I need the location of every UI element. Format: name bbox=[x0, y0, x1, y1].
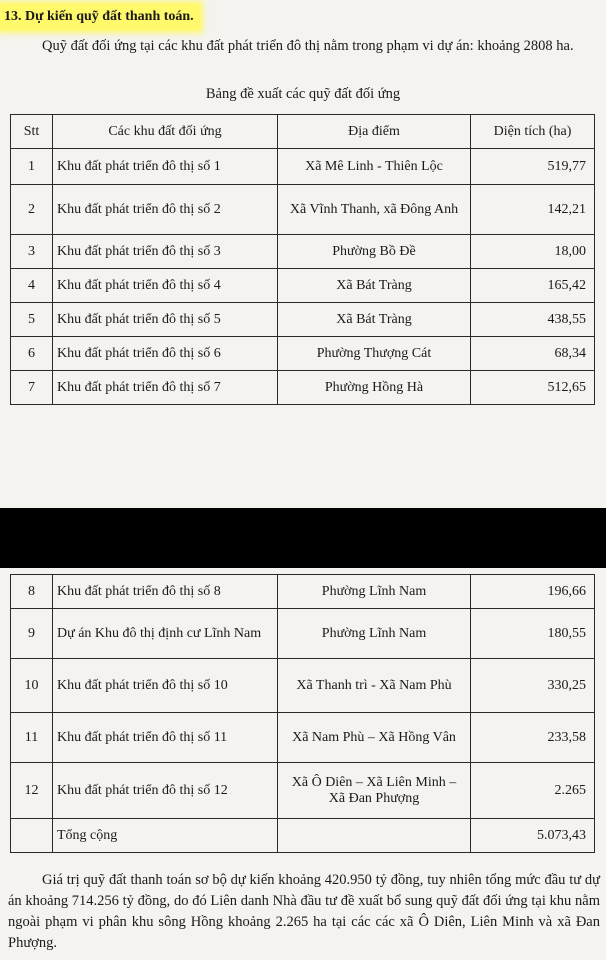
row-name: Khu đất phát triển đô thị số 3 bbox=[53, 235, 278, 269]
total-value: 5.073,43 bbox=[471, 819, 595, 853]
table-row bbox=[11, 763, 595, 819]
table-row bbox=[11, 235, 595, 269]
row-name: Khu đất phát triển đô thị số 6 bbox=[53, 337, 278, 371]
row-location: Phường Hồng Hà bbox=[278, 371, 471, 405]
row-stt: 8 bbox=[11, 575, 53, 609]
row-name: Khu đất phát triển đô thị số 10 bbox=[53, 659, 278, 713]
page-separator bbox=[0, 508, 606, 568]
row-name: Khu đất phát triển đô thị số 1 bbox=[53, 149, 278, 185]
section-heading: 13. Dự kiến quỹ đất thanh toán. bbox=[0, 4, 200, 30]
row-area: 519,77 bbox=[471, 149, 595, 185]
row-location: Xã Ô Diên – Xã Liên Minh – Xã Đan Phượng bbox=[278, 763, 471, 819]
header-location: Địa điểm bbox=[278, 115, 471, 149]
row-area: 2.265 bbox=[471, 763, 595, 819]
table-row bbox=[11, 713, 595, 763]
table-header-row bbox=[11, 115, 595, 149]
outro-paragraph: Giá trị quỹ đất thanh toán sơ bộ dự kiến khoảng 420.950 tỷ đồng, tuy nhiên tổng mức đầu tư dự án khoảng 714.256 tỷ đồng, do đó Liên danh Nhà đầu tư đề xuất bổ sung quỹ đất đối ứng tại khu nằm ngoài phạm vi phân khu sông Hồng khoảng 2.265 ha tại các các xã Ô Diên, Liên Minh và xã Đan Phượng. bbox=[8, 872, 600, 951]
row-name: Dự án Khu đô thị định cư Lĩnh Nam bbox=[53, 609, 278, 659]
table-row bbox=[11, 575, 595, 609]
table-row bbox=[11, 269, 595, 303]
document-page-1 bbox=[0, 0, 606, 432]
row-name: Khu đất phát triển đô thị số 7 bbox=[53, 371, 278, 405]
row-stt: 6 bbox=[11, 337, 53, 371]
header-area: Diện tích (ha) bbox=[471, 115, 595, 149]
row-area: 438,55 bbox=[471, 303, 595, 337]
row-stt: 1 bbox=[11, 149, 53, 185]
row-area: 180,55 bbox=[471, 609, 595, 659]
table-row bbox=[11, 659, 595, 713]
row-area: 512,65 bbox=[471, 371, 595, 405]
row-location: Phường Bồ Đề bbox=[278, 235, 471, 269]
row-area: 165,42 bbox=[471, 269, 595, 303]
table-row bbox=[11, 149, 595, 185]
table-caption: Bảng đề xuất các quỹ đất đối ứng bbox=[205, 86, 401, 102]
row-stt: 10 bbox=[11, 659, 53, 713]
document-page-2 bbox=[0, 568, 606, 960]
row-name: Khu đất phát triển đô thị số 2 bbox=[53, 185, 278, 235]
row-area: 68,34 bbox=[471, 337, 595, 371]
row-name: Khu đất phát triển đô thị số 5 bbox=[53, 303, 278, 337]
row-stt: 3 bbox=[11, 235, 53, 269]
row-area: 196,66 bbox=[471, 575, 595, 609]
row-stt: 4 bbox=[11, 269, 53, 303]
table-row bbox=[11, 303, 595, 337]
row-location: Xã Mê Linh - Thiên Lộc bbox=[278, 149, 471, 185]
table-row bbox=[11, 337, 595, 371]
table-row bbox=[11, 609, 595, 659]
row-name: Khu đất phát triển đô thị số 12 bbox=[53, 763, 278, 819]
row-area: 233,58 bbox=[471, 713, 595, 763]
land-table-part-1 bbox=[10, 114, 595, 405]
row-location: Phường Thượng Cát bbox=[278, 337, 471, 371]
row-stt: 7 bbox=[11, 371, 53, 405]
row-location: Xã Vĩnh Thanh, xã Đông Anh bbox=[278, 185, 471, 235]
row-area: 142,21 bbox=[471, 185, 595, 235]
row-location: Phường Lĩnh Nam bbox=[278, 575, 471, 609]
land-table-part-2 bbox=[10, 574, 595, 853]
table-row bbox=[11, 371, 595, 405]
row-location: Xã Thanh trì - Xã Nam Phù bbox=[278, 659, 471, 713]
row-location: Xã Bát Tràng bbox=[278, 303, 471, 337]
row-stt: 12 bbox=[11, 763, 53, 819]
row-name: Khu đất phát triển đô thị số 11 bbox=[53, 713, 278, 763]
row-stt: 11 bbox=[11, 713, 53, 763]
row-name: Khu đất phát triển đô thị số 4 bbox=[53, 269, 278, 303]
row-location: Xã Bát Tràng bbox=[278, 269, 471, 303]
header-stt: Stt bbox=[11, 115, 53, 149]
header-name: Các khu đất đối ứng bbox=[53, 115, 278, 149]
total-label: Tổng cộng bbox=[53, 819, 278, 853]
row-location: Phường Lĩnh Nam bbox=[278, 609, 471, 659]
row-stt: 2 bbox=[11, 185, 53, 235]
total-row bbox=[11, 819, 595, 853]
row-location: Xã Nam Phù – Xã Hồng Vân bbox=[278, 713, 471, 763]
table-row bbox=[11, 185, 595, 235]
row-stt: 9 bbox=[11, 609, 53, 659]
row-area: 330,25 bbox=[471, 659, 595, 713]
row-area: 18,00 bbox=[471, 235, 595, 269]
row-name: Khu đất phát triển đô thị số 8 bbox=[53, 575, 278, 609]
row-stt: 5 bbox=[11, 303, 53, 337]
intro-paragraph: Quỹ đất đối ứng tại các khu đất phát triển đô thị nằm trong phạm vi dự án: khoảng 2808 ha. bbox=[42, 38, 574, 54]
page-gap bbox=[0, 432, 606, 508]
